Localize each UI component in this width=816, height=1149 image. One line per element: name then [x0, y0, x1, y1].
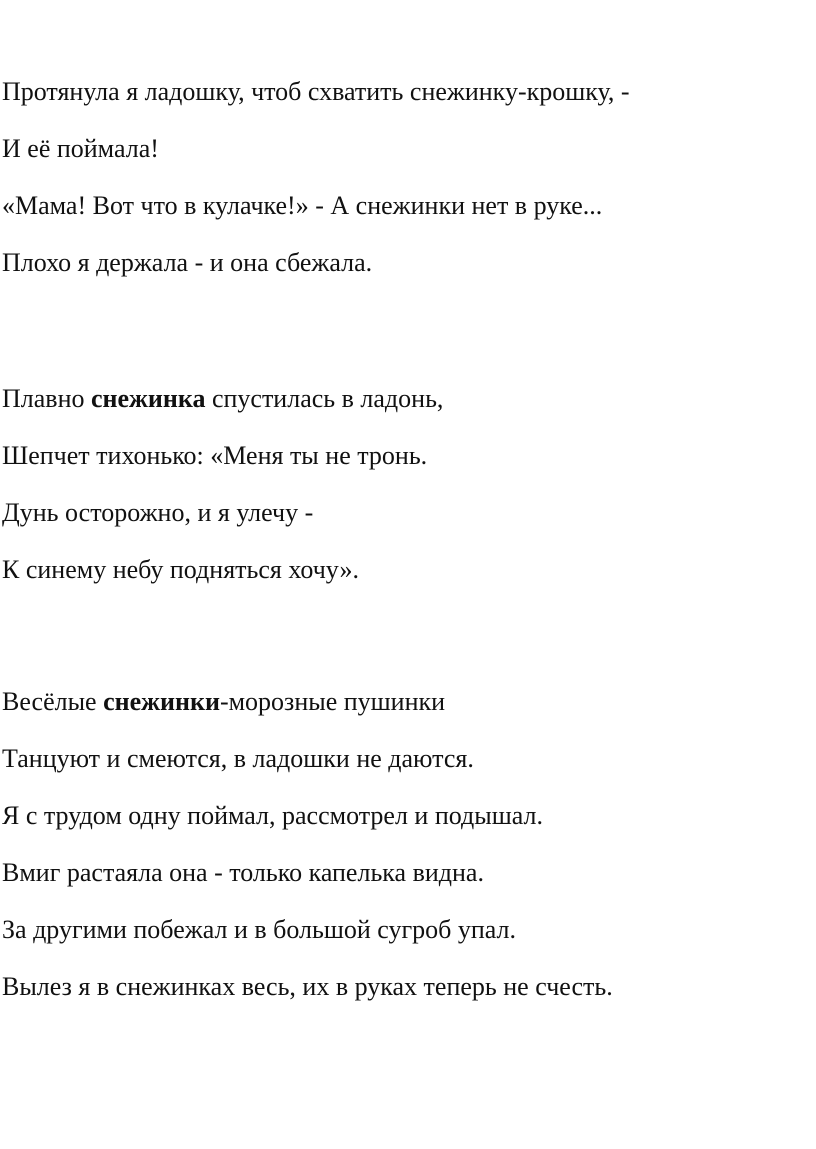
line-text: Плавно	[2, 384, 91, 413]
poem-line: Плохо я держала - и она сбежала.	[2, 248, 373, 277]
poem-line: Протянула я ладошку, чтоб схватить снежинку-крошку, -	[2, 77, 630, 106]
poem-line: Дунь осторожно, и я улечу -	[2, 498, 314, 527]
poem-line: Я с трудом одну поймал, рассмотрел и подышал.	[2, 801, 543, 830]
poem-line: Танцуют и смеются, в ладошки не даются.	[2, 744, 474, 773]
bold-keyword: снежинки	[103, 687, 220, 716]
poem-line: К синему небу подняться хочу».	[2, 555, 359, 584]
poem-line	[2, 370, 814, 427]
line-text: Весёлые	[2, 687, 104, 716]
poem-line: «Мама! Вот что в кулачке!» - А снежинки нет в руке...	[2, 191, 603, 220]
poem-line: Вылез я в снежинках весь, их в руках теперь не счесть.	[2, 972, 613, 1001]
line-text: спустилась в ладонь,	[205, 384, 444, 413]
poem-stanza-3	[2, 673, 814, 1015]
poem-line: И её поймала!	[2, 134, 159, 163]
poem-stanza-1	[2, 63, 814, 291]
poem-line: Шепчет тихонько: «Меня ты не тронь.	[2, 441, 428, 470]
poem-line	[2, 673, 814, 730]
poem-stanza-2	[2, 370, 814, 598]
bold-keyword: снежинка	[90, 384, 206, 413]
line-text: -морозные пушинки	[219, 687, 446, 716]
poem-line: Вмиг растаяла она - только капелька видна.	[2, 858, 484, 887]
poem-line: За другими побежал и в большой сугроб упал.	[2, 915, 517, 944]
